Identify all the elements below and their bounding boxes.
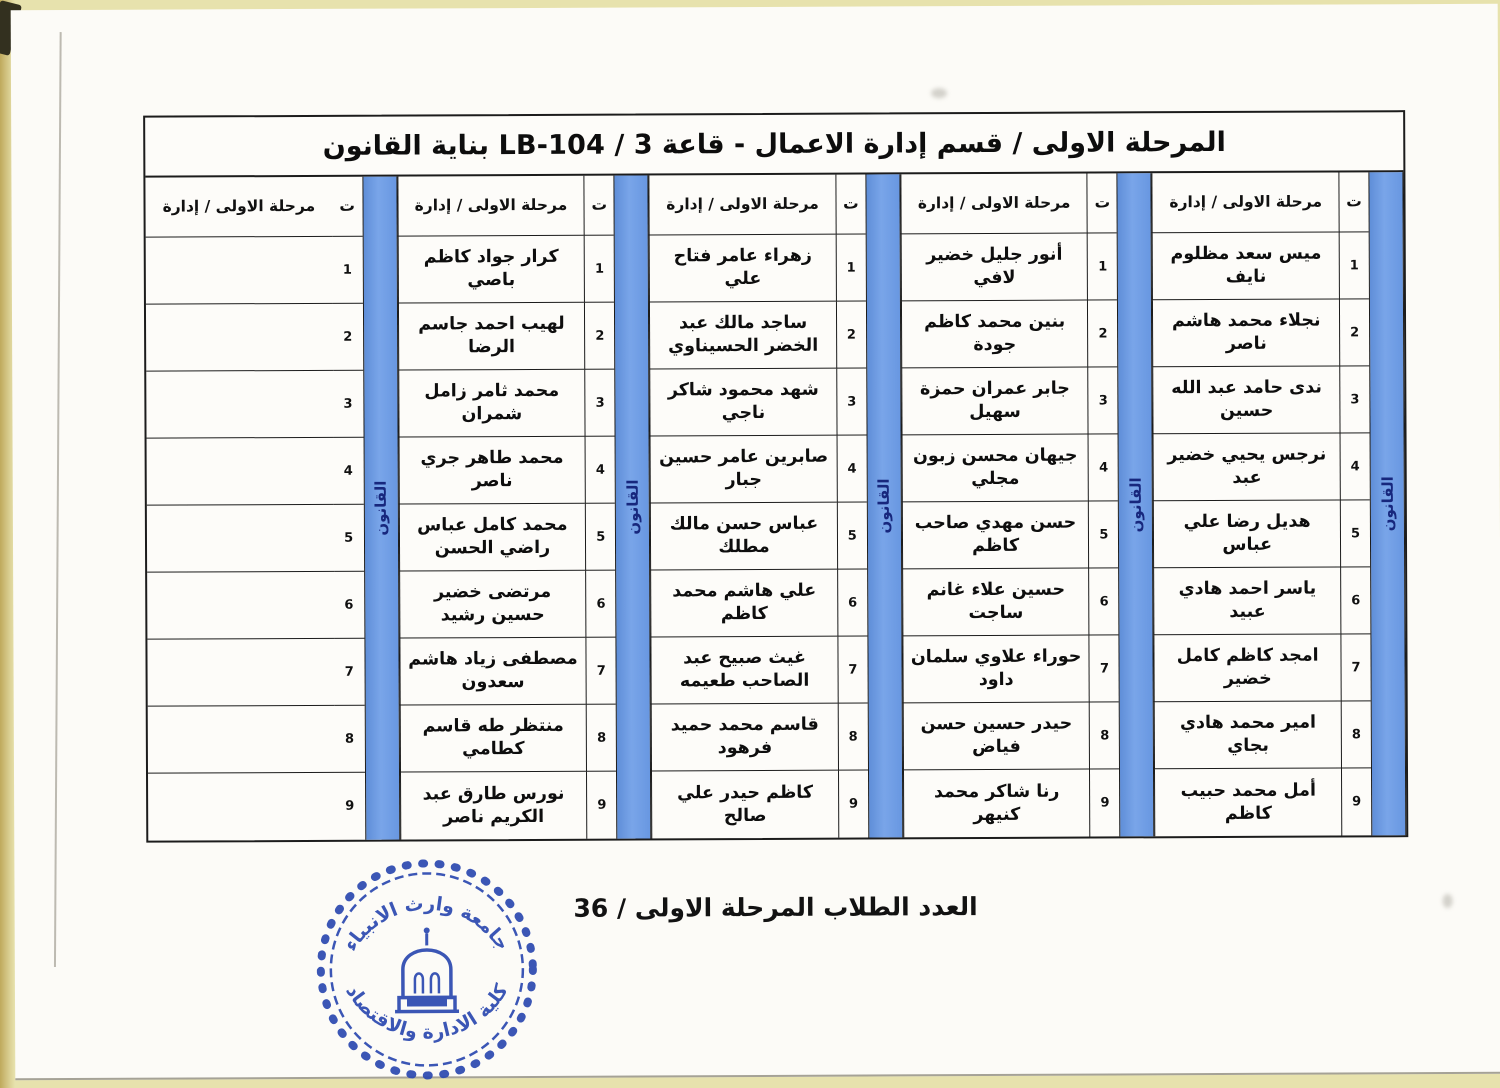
student-name: نجلاء محمد هاشم ناصر (1152, 299, 1339, 367)
row-number: 1 (1087, 233, 1117, 300)
row-number: 6 (585, 571, 615, 638)
row-number: 2 (584, 303, 614, 370)
student-name: أنور جليل خضير لافي (900, 234, 1087, 302)
watermark-label: القانون (875, 478, 894, 534)
watermark-label: القانون (623, 479, 642, 535)
index-column (332, 177, 365, 840)
student-name: كاظم حيدر علي صالح (651, 771, 838, 839)
index-column (835, 175, 868, 838)
row-number: 7 (837, 637, 867, 704)
roster-group-4 (397, 175, 651, 839)
student-name: غيث صبيح عبد الصاحب طعيمه (651, 637, 838, 705)
roster-group-1 (1152, 172, 1406, 836)
student-name: صابرين عامر حسين جبار (650, 436, 837, 504)
row-number: 2 (1087, 300, 1117, 367)
student-name-empty (147, 639, 334, 707)
student-name: علي هاشم محمد كاظم (650, 570, 837, 638)
row-number: 8 (838, 704, 868, 771)
row-number: 7 (1089, 635, 1119, 702)
row-number: 7 (1340, 634, 1370, 701)
law-building-watermark-bar (362, 177, 400, 840)
student-name: جابر عمران حمزة سهيل (901, 368, 1088, 436)
university-seal-stamp (310, 853, 543, 1086)
student-name: محمد ثامر زامل شمران (398, 370, 585, 438)
student-name: حوراء علاوي سلمان داود (902, 636, 1089, 704)
student-name: ميس سعد مظلوم نايف (1152, 232, 1339, 300)
student-name: نورس طارق عبد الكريم ناصر (400, 772, 587, 840)
names-column (900, 174, 1089, 838)
names-column (1152, 172, 1341, 836)
row-number: 1 (1339, 232, 1369, 299)
student-name: حيدر حسين حسن فياض (903, 703, 1090, 771)
row-number: 5 (837, 503, 867, 570)
row-number: 2 (333, 304, 363, 371)
student-name: حسن مهدي صاحب كاظم (902, 502, 1089, 570)
watermark-label: القانون (1126, 477, 1145, 533)
seal-bottom-text: كلية الادارة والاقتصاد (341, 980, 513, 1044)
row-number: 2 (836, 302, 866, 369)
student-name: امير محمد هادي بجاي (1154, 701, 1341, 769)
paper-sheet (11, 4, 1500, 1080)
law-building-watermark-bar (1368, 172, 1406, 835)
row-number: 5 (585, 504, 615, 571)
scan-smudge (931, 88, 947, 98)
index-column (1087, 173, 1120, 836)
row-number: 9 (838, 771, 868, 838)
row-number: 9 (1341, 768, 1371, 835)
row-number: 6 (837, 570, 867, 637)
student-name-empty (146, 371, 333, 439)
student-name: رنا شاكر محمد كنيهر (903, 770, 1090, 838)
student-name: محمد طاهر جري ناصر (398, 437, 585, 505)
row-number: 3 (1088, 367, 1118, 434)
row-number: 7 (586, 638, 616, 705)
law-building-watermark-bar (1117, 173, 1155, 836)
student-name-empty (147, 505, 334, 573)
scan-smudge (1443, 894, 1453, 908)
row-number: 4 (1088, 434, 1118, 501)
index-header: ت (1087, 173, 1117, 233)
student-name: ندى حامد عبد الله حسين (1153, 366, 1340, 434)
roster-group-3 (649, 174, 903, 838)
seal-shrine-icon (395, 927, 459, 1011)
row-number: 5 (333, 505, 363, 572)
row-number: 7 (334, 639, 364, 706)
student-name: قاسم محمد حميد فرهود (651, 704, 838, 772)
student-name: نرجس يحيي خضير عبد (1153, 433, 1340, 501)
table-title: المرحلة الاولى / قسم إدارة الاعمال - قاعة 3 / LB-104 بناية القانون (145, 112, 1403, 177)
student-name: ساجد مالك عبد الخضر الحسيناوي (649, 302, 836, 370)
column-header: مرحلة الاولى / إدارة (1152, 172, 1339, 233)
student-name: كرار جواد كاظم باصي (397, 236, 584, 304)
names-column (397, 176, 586, 840)
roster-group-5-empty (145, 177, 399, 841)
row-number: 1 (835, 235, 865, 302)
column-header: مرحلة الاولى / إدارة (397, 176, 584, 237)
student-name: منتظر طه قاسم كطامي (399, 705, 586, 773)
student-name-empty (147, 572, 334, 640)
row-number: 3 (836, 369, 866, 436)
index-column (1338, 172, 1371, 835)
row-number: 3 (333, 371, 363, 438)
row-number: 9 (1089, 769, 1119, 836)
student-name-empty (148, 706, 335, 774)
row-number: 3 (1339, 366, 1369, 433)
student-name-empty (146, 237, 333, 305)
row-number: 9 (345, 798, 355, 814)
row-number: 6 (1340, 567, 1370, 634)
student-name: جيهان محسن زبون مجلي (901, 435, 1088, 503)
page-crease-line (54, 32, 62, 967)
row-number: 4 (333, 438, 363, 505)
column-header: مرحلة الاولى / إدارة (649, 175, 836, 236)
row-number: 3 (584, 370, 614, 437)
index-header: ت (1338, 172, 1368, 232)
index-column (584, 176, 617, 839)
roster-group-2 (900, 173, 1154, 837)
row-number: 5 (1088, 501, 1118, 568)
student-name: مرتضى خضير حسين رشيد (399, 571, 586, 639)
student-name: حسين علاء غانم ساجت (902, 569, 1089, 637)
row-number: 6 (334, 572, 364, 639)
row-number: 6 (1089, 568, 1119, 635)
row-number: 1 (584, 236, 614, 303)
names-column-empty (145, 177, 334, 841)
roster-groups (145, 172, 1406, 840)
column-header: مرحلة الاولى / إدارة (900, 174, 1087, 235)
column-header: مرحلة الاولى / إدارة (145, 177, 332, 238)
student-name-empty (146, 304, 333, 372)
student-name: بنين محمد كاظم جودة (901, 301, 1088, 369)
row-number: 8 (586, 705, 616, 772)
watermark-label: القانون (371, 480, 391, 536)
student-name: زهراء عامر فتاح علي (649, 235, 836, 303)
student-name-empty (148, 773, 335, 841)
row-number: 2 (1339, 299, 1369, 366)
student-roster-table (143, 110, 1408, 842)
row-number: 9 (586, 772, 616, 839)
student-name: محمد كامل عباس راضي الحسن (398, 504, 585, 572)
student-name: امجد كاظم كامل خضير (1154, 634, 1341, 702)
row-number: 8 (334, 706, 364, 773)
names-column (649, 175, 838, 839)
student-name: شهد محمود شاكر ناجي (649, 369, 836, 437)
row-number: 4 (585, 437, 615, 504)
student-name: هديل رضا علي عباس (1153, 500, 1340, 568)
index-header: ت (835, 175, 865, 235)
row-number: 4 (1340, 433, 1370, 500)
seal-top-text: جامعة وارث الانبياء (339, 892, 515, 956)
student-name-empty (147, 438, 334, 506)
law-building-watermark-bar (865, 174, 903, 837)
watermark-label: القانون (1378, 476, 1397, 532)
student-name: عباس حسن مالك مطلك (650, 503, 837, 571)
student-name: لهيب احمد جاسم الرضا (398, 303, 585, 371)
row-number: 1 (332, 237, 362, 304)
student-name: مصطفى زياد هاشم سعدون (399, 638, 586, 706)
student-name: ياسر احمد هادي عبيد (1154, 567, 1341, 635)
row-number: 5 (1340, 500, 1370, 567)
index-header: ت (332, 177, 362, 237)
law-building-watermark-bar (614, 175, 652, 838)
row-number: 8 (1341, 701, 1371, 768)
row-number: 8 (1089, 702, 1119, 769)
student-name: أمل محمد حبيب كاظم (1154, 768, 1341, 836)
row-number: 4 (836, 436, 866, 503)
index-header: ت (584, 176, 614, 236)
total-students-line: العدد الطلاب المرحلة الاولى / 36 (573, 892, 978, 923)
